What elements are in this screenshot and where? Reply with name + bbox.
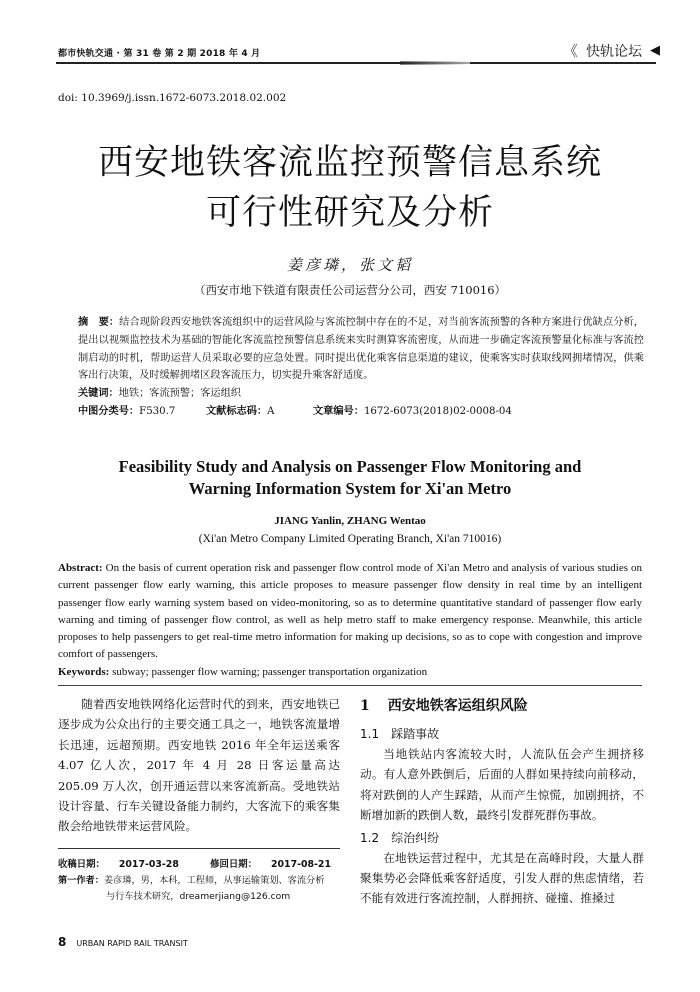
section-1-1-paragraph: 当地铁站内客流较大时，人流队伍会产生拥挤移动。有人意外跌倒后，后面的人群如果持续向前移动，将对跌倒的人产生踩踏，从而产生惊慌，加剧拥挤，不断增加新的跌倒人数，最终引发群死群伤事故。: [360, 747, 644, 823]
title-en-line1: Feasibility Study and Analysis on Passenger Flow Monitoring and: [118, 457, 582, 476]
title-cn-line2: 可行性研究及分析: [205, 193, 494, 233]
keywords-cn-label: 关键词：: [78, 387, 119, 400]
author-line-1: [58, 873, 348, 889]
header-rule: [56, 62, 656, 64]
double-chevron-left-icon: 《: [562, 42, 578, 60]
keywords-en-text: subway; passenger flow warning; passenger transportation organization: [109, 665, 428, 678]
author-line-2: 与行车技术研究，dreamerjiang@126.com: [106, 891, 291, 902]
section-1-2-paragraph: 在地铁运营过程中，尤其是在高峰时段，大量人群聚集势必会降低乘客舒适度，引发人群的焦虑情绪，若不能有效进行客流控制，人群拥挤、碰撞、推搡过: [360, 850, 644, 906]
keywords-en: [58, 664, 642, 681]
journal-header-info: 都市快轨交通 · 第 31 卷 第 2 期 2018 年 4 月: [58, 49, 261, 59]
doc-code-value: A: [267, 405, 275, 417]
revised-date: [210, 859, 345, 870]
abstract-en-label: Abstract:: [58, 562, 103, 574]
classification-row: [78, 403, 644, 421]
received-date: [58, 859, 193, 870]
doc-code: [206, 403, 313, 421]
intro-paragraph: 随着西安地铁网络化运营时代的到来，西安地铁已逐步成为公众出行的主要交通工具之一，地铁客流量增长迅速，远超预期。西安地铁 2016 年全年运送乘客 4.07 亿人次，2017 年 4 月 28 日客运量高达 205.09 万人次，创开通运营以来客流新高。受地铁站设计容量、行车关键设备能力制约，大客流下的乘客集散会给地铁带来运营风险。: [58, 697, 340, 834]
section-1-1-number: 1.1: [360, 727, 380, 741]
section-1-heading: [360, 694, 644, 718]
title-cn-line1: 西安地铁客流监控预警信息系统: [97, 143, 602, 183]
doc-code-label: 文献标志码：: [206, 404, 268, 417]
author-label: 第一作者：: [58, 875, 104, 886]
clc-value: F530.7: [139, 405, 176, 417]
article-number-label: 文章编号：: [313, 404, 364, 417]
affiliation-cn: （西安市地下铁道有限责任公司运营分公司，西安 710016）: [193, 283, 507, 297]
section-1: [360, 694, 644, 909]
authors-en: JIANG Yanlin, ZHANG Wentao: [274, 515, 426, 527]
affiliation-en: (Xi'an Metro Company Limited Operating Branch, Xi'an 710016): [198, 533, 502, 545]
page-title-en: [80, 456, 620, 500]
footer-journal-name: URBAN RAPID RAIL TRANSIT: [76, 939, 188, 948]
authors-cn: 姜彦璘，张文韬: [286, 256, 413, 274]
abstract-en: [58, 560, 642, 681]
received-label: 收稿日期：: [58, 859, 105, 870]
abstract-cn-label: 摘 要：: [78, 316, 120, 328]
clc: [78, 403, 206, 421]
author-text-1: 姜彦璘，男，本科，工程师，从事运输策划、客流分析: [103, 875, 325, 886]
triangle-left-icon: ◀: [650, 43, 660, 58]
header-rule-fade: [400, 61, 470, 65]
intro-column: [58, 694, 340, 837]
abstract-cn: [78, 314, 644, 421]
abstract-cn-text: 结合现阶段西安地铁客流组织中的运营风险与客流控制中存在的不足，对当前客流预警的各种方案进行优缺点分析，提出以视频监控技术为基础的智能化客流监控预警信息系统来实时测算客流密度，从而进一步确定客流预警量化标准与客流控制启动的时机，帮助运营人员采取必要的应急处置。同时提出优化乘客信息渠道的建议，使乘客实时获取线网拥堵情况，供乘客出行决策，及时缓解拥堵区段客流压力，切实提升乘客舒适度。: [78, 317, 644, 382]
footnote-rule: [58, 848, 340, 849]
article-number: [313, 403, 512, 421]
section-1-number: 1: [360, 698, 370, 714]
keywords-cn: [78, 385, 644, 403]
column-header: [563, 40, 660, 61]
received-value: 2017-03-28: [118, 859, 179, 870]
page-footer: [58, 935, 188, 949]
abstract-divider: [58, 685, 642, 686]
footnote-dates: [58, 856, 359, 870]
keywords-cn-text: 地铁；客流预警；客运组织: [118, 388, 241, 400]
page-title-cn: [40, 138, 660, 238]
section-1-1-heading: [360, 724, 644, 744]
doi: doi: 10.3969/j.issn.1672-6073.2018.02.002: [58, 92, 287, 104]
section-1-2-number: 1.2: [360, 830, 380, 845]
section-1-2-heading: [360, 828, 644, 848]
revised-value: 2017-08-21: [271, 859, 331, 870]
footnote-author: [58, 873, 348, 905]
abstract-en-text: On the basis of current operation risk and passenger flow control mode of Xi'an Metro and analysis of various studies on current passenger flow early warning, this article proposes to measure passenger flow density in real time by an intelligent passenger flow early warning system based on video-monitoring, so as to determine quantitative standard of passenger flow early warning and timing of passenger flow control, as well as help metro staff to make emergency response. Meanwhile, this article proposes to help passengers to get real-time metro information for making up decisions, so as to cope with congestion and improve comfort of passengers.: [58, 562, 642, 661]
title-en-line2: Warning Information System for Xi'an Metro: [188, 479, 512, 498]
page-number: 8: [58, 935, 67, 949]
section-1-2-title: 综治纠纷: [391, 830, 440, 845]
column-name: 快轨论坛: [586, 43, 642, 60]
clc-label: 中图分类号：: [78, 404, 140, 417]
article-number-value: 1672-6073(2018)02-0008-04: [363, 405, 512, 417]
section-1-title: 西安地铁客运组织风险: [387, 698, 528, 714]
section-1-1-title: 踩踏事故: [391, 727, 440, 741]
keywords-en-label: Keywords:: [58, 665, 110, 678]
revised-label: 修回日期：: [210, 859, 258, 870]
